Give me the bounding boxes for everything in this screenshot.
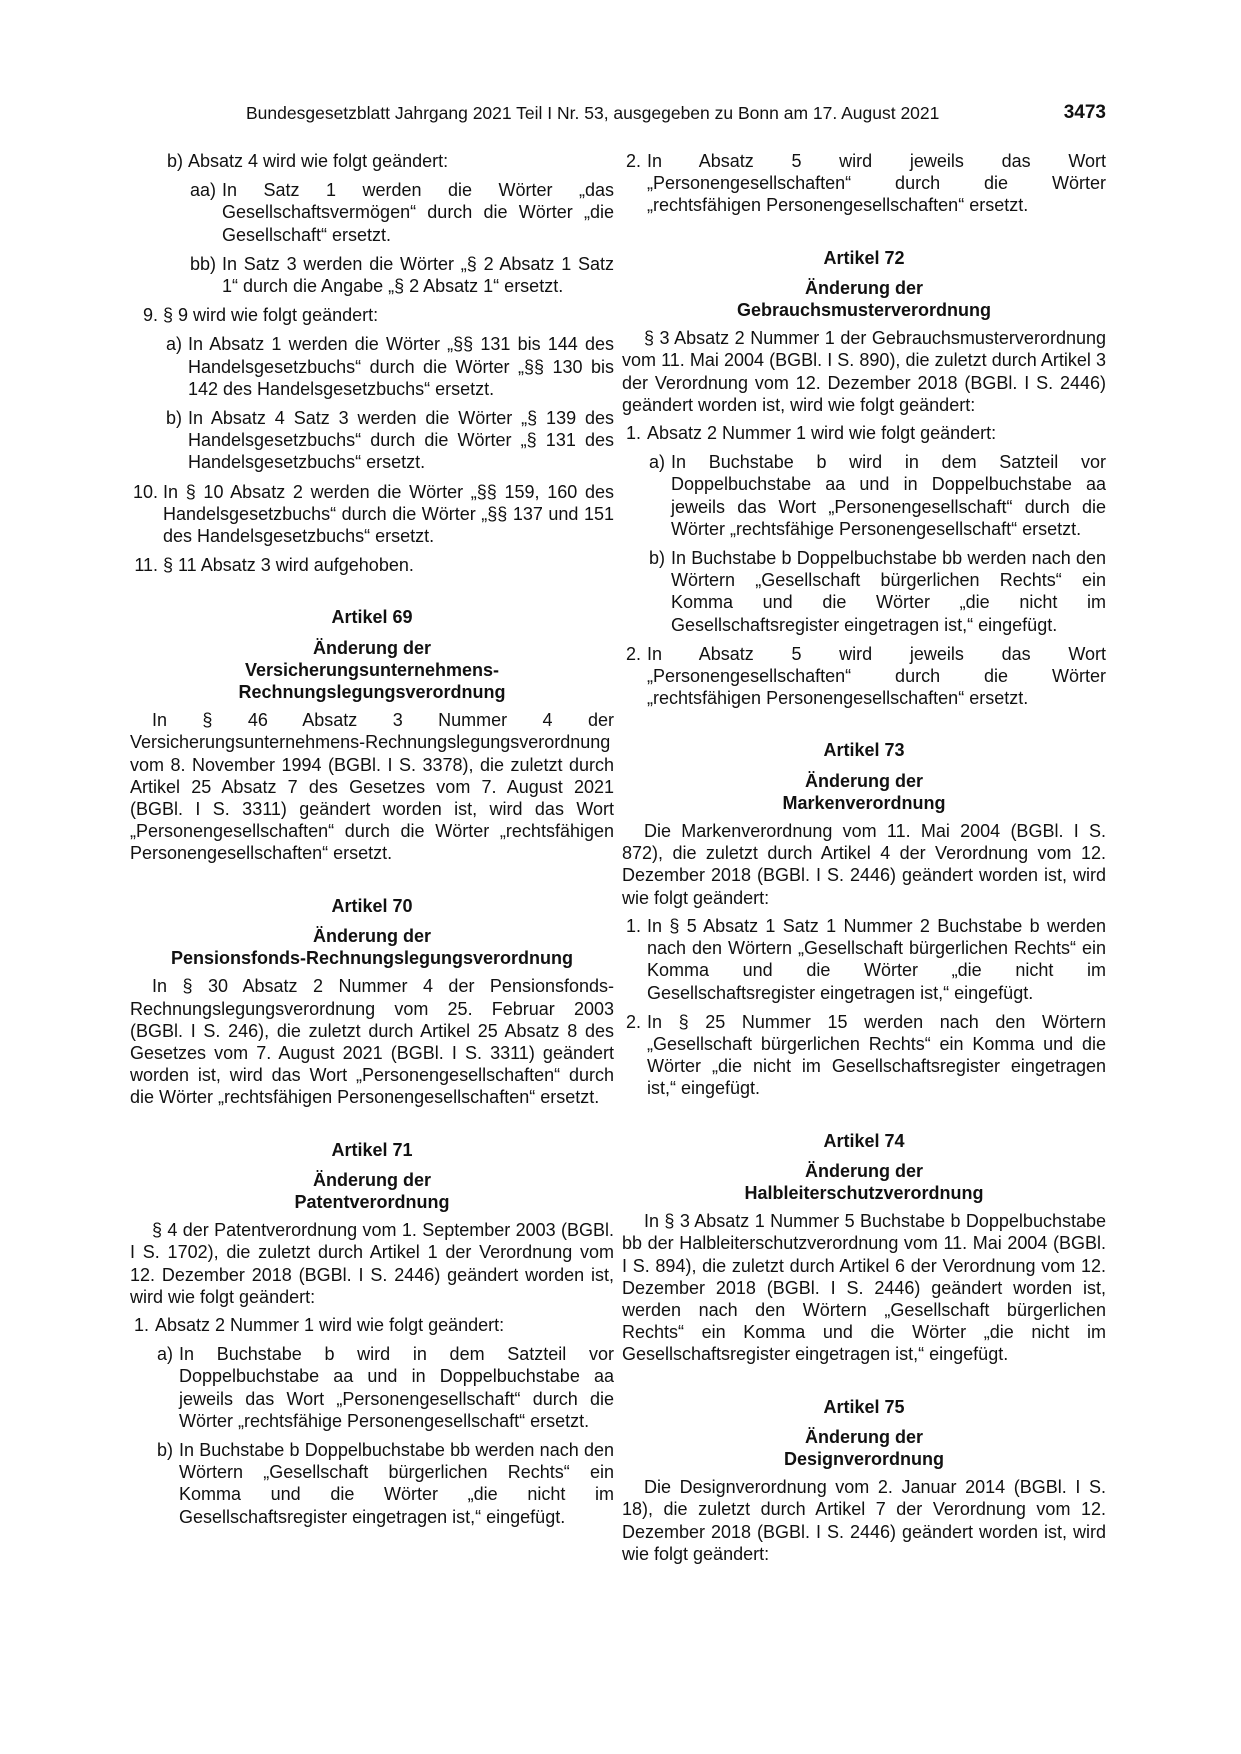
list-item xyxy=(130,253,614,297)
subtitle-line: Versicherungsunternehmens- xyxy=(244,659,500,680)
article-subtitle xyxy=(622,277,1106,321)
article-body: § 4 der Patentverordnung vom 1. September 2003 (BGBl. I S. 1702), die zuletzt durch Artikel 1 der Verordnung vom 12. Dezember 2018 (BGBl. I S. 2446) geändert worden ist, wird wie folgt geändert: xyxy=(130,1220,614,1307)
list-marker: 10. xyxy=(132,481,158,502)
list-text: Absatz 2 Nummer 1 wird wie folgt geändert: xyxy=(155,1314,505,1335)
list-item xyxy=(130,1314,614,1336)
subtitle-line: Änderung der xyxy=(804,770,923,791)
article-body: § 3 Absatz 2 Nummer 1 der Gebrauchsmusterverordnung vom 11. Mai 2004 (BGBl. I S. 890), die zuletzt durch Artikel 3 der Verordnung vom 12. Dezember 2018 (BGBl. I S. 2446) geändert worden ist, wird wie folgt geändert: xyxy=(622,328,1106,415)
list-item xyxy=(130,407,614,474)
list-marker: 2. xyxy=(625,643,641,664)
list-item xyxy=(130,481,614,548)
list-marker: b) xyxy=(156,1439,173,1460)
article-body: In § 30 Absatz 2 Nummer 4 der Pensionsfonds-Rechnungslegungsverordnung vom 25. Februar 2003 (BGBl. I S. 246), die zuletzt durch Artikel 25 Absatz 8 des Gesetzes vom 7. August 2021 (BGBl. I S. 3311) geändert worden ist, wird das Wort „Personengesellschaften“ durch die Wörter „rechtsfähigen Personengesellschaften“ ersetzt. xyxy=(130,976,614,1108)
list-marker: a) xyxy=(648,452,665,473)
article-body: Die Markenverordnung vom 11. Mai 2004 (BGBl. I S. 872), die zuletzt durch Artikel 4 der Verordnung vom 12. Dezember 2018 (BGBl. I S. 2446) geändert worden ist, wird wie folgt geändert: xyxy=(622,821,1106,908)
article-body: Die Designverordnung vom 2. Januar 2014 (BGBl. I S. 18), die zuletzt durch Artikel 7 der Verordnung vom 12. Dezember 2018 (BGBl. I S. 2446) geändert worden ist, wird wie folgt geändert: xyxy=(622,1477,1106,1564)
list-text: In Satz 3 werden die Wörter „§ 2 Absatz 1 Satz 1“ durch die Angabe „§ 2 Absatz 1“ ersetzt. xyxy=(222,253,614,297)
article-subtitle xyxy=(130,1169,614,1213)
page-header xyxy=(246,98,1106,128)
header-title: Bundesgesetzblatt Jahrgang 2021 Teil I Nr. 53, ausgegeben zu Bonn am 17. August 2021 xyxy=(246,103,940,123)
list-item xyxy=(130,304,614,326)
article-subtitle xyxy=(130,637,614,704)
list-text: In Buchstabe b Doppelbuchstabe bb werden nach den Wörtern „Gesellschaft bürgerlichen Rechts“ ein Komma und die Wörter „die nicht im Gesellschaftsregister eingetragen ist,“ eingefügt. xyxy=(671,548,1106,635)
list-marker: 1. xyxy=(625,915,641,936)
list-text: In Absatz 5 wird jeweils das Wort „Personengesellschaften“ durch die Wörter „rechtsfähigen Personengesellschaften“ ersetzt. xyxy=(647,151,1106,216)
list-marker: 1. xyxy=(625,423,641,444)
article-heading: Artikel 73 xyxy=(823,740,905,761)
list-item xyxy=(130,150,614,172)
article-heading: Artikel 71 xyxy=(331,1139,413,1160)
list-item xyxy=(130,179,614,246)
list-marker: a) xyxy=(165,334,182,355)
subtitle-line: Änderung der xyxy=(804,1160,923,1181)
list-marker: 2. xyxy=(625,151,641,171)
list-item xyxy=(622,422,1106,444)
subtitle-line: Markenverordnung xyxy=(782,792,946,813)
list-text: In § 25 Nummer 15 werden nach den Wörtern „Gesellschaft bürgerlichen Rechts“ ein Komma und die Wörter „die nicht im Gesellschaftsregister eingetragen ist,“ eingefügt. xyxy=(647,1011,1106,1099)
right-column xyxy=(622,150,1106,1571)
article-subtitle xyxy=(622,770,1106,814)
list-text: In § 5 Absatz 1 Satz 1 Nummer 2 Buchstabe b werden nach den Wörtern „Gesellschaft bürgerlichen Rechts“ ein Komma und die Wörter „die nicht im Gesellschaftsregister eingetragen ist,“ eingefügt. xyxy=(647,915,1106,1003)
list-marker: 11. xyxy=(134,555,158,576)
subtitle-line: Patentverordnung xyxy=(294,1191,450,1212)
list-item xyxy=(622,547,1106,636)
subtitle-line: Änderung der xyxy=(312,925,431,946)
list-text: In Satz 1 werden die Wörter „das Gesellschaftsvermögen“ durch die Wörter „die Gesellschaft“ ersetzt. xyxy=(222,180,614,245)
article-body: In § 3 Absatz 1 Nummer 5 Buchstabe b Doppelbuchstabe bb der Halbleiterschutzverordnung vom 11. Mai 2004 (BGBl. I S. 894), die zuletzt durch Artikel 6 der Verordnung vom 12. Dezember 2018 (BGBl. I S. 2446) geändert worden ist, werden nach den Wörtern „Gesellschaft bürgerlichen Rechts“ ein Komma und die Wörter „die nicht im Gesellschaftsregister eingetragen ist,“ eingefügt. xyxy=(622,1211,1106,1365)
list-text: Absatz 4 wird wie folgt geändert: xyxy=(188,151,449,171)
subtitle-line: Pensionsfonds-Rechnungslegungsverordnung xyxy=(170,948,574,969)
article-subtitle xyxy=(622,1426,1106,1470)
list-marker: a) xyxy=(156,1344,173,1365)
list-marker: 9. xyxy=(142,305,158,326)
article-body: In § 46 Absatz 3 Nummer 4 der Versicherungsunternehmens-Rechnungslegungsverordnung vom 8. November 1994 (BGBl. I S. 3378), die zuletzt durch Artikel 25 Absatz 7 des Gesetzes vom 7. August 2021 (BGBl. I S. 3311) geändert worden ist, wird das Wort „Personengesellschaften“ durch die Wörter „rechtsfähigen Personengesellschaften“ ersetzt. xyxy=(130,710,614,864)
article-heading: Artikel 70 xyxy=(331,895,413,916)
list-text: § 11 Absatz 3 wird aufgehoben. xyxy=(163,555,414,576)
subtitle-line: Änderung der xyxy=(804,1426,923,1447)
list-item xyxy=(130,1439,614,1528)
list-text: In Buchstabe b Doppelbuchstabe bb werden nach den Wörtern „Gesellschaft bürgerlichen Rechts“ ein Komma und die Wörter „die nicht im Gesellschaftsregister eingetragen ist,“ eingefügt. xyxy=(179,1439,614,1527)
list-item xyxy=(622,915,1106,1004)
left-column xyxy=(130,150,614,1535)
article-heading: Artikel 74 xyxy=(823,1130,905,1151)
subtitle-line: Gebrauchsmusterverordnung xyxy=(736,300,992,321)
list-text: In Absatz 4 Satz 3 werden die Wörter „§ 139 des Handelsgesetzbuchs“ durch die Wörter „§ 131 des Handelsgesetzbuchs“ ersetzt. xyxy=(188,408,614,473)
subtitle-line: Designverordnung xyxy=(783,1448,944,1469)
list-item xyxy=(130,554,614,576)
list-marker: b) xyxy=(648,548,665,569)
article-heading: Artikel 75 xyxy=(823,1396,905,1417)
list-item xyxy=(622,150,1106,217)
list-marker: b) xyxy=(165,408,182,429)
list-text: In § 10 Absatz 2 werden die Wörter „§§ 159, 160 des Handelsgesetzbuchs“ durch die Wörter „§§ 137 und 151 des Handelsgesetzbuchs“ ersetzt. xyxy=(163,481,614,547)
list-marker: b) xyxy=(166,151,183,171)
list-text: In Buchstabe b wird in dem Satzteil vor Doppelbuchstabe aa und in Doppelbuchstabe aa jeweils das Wort „Personengesellschaft“ durch die Wörter „rechtsfähige Personengesellschaft“ ersetzt. xyxy=(179,1344,614,1431)
list-item xyxy=(130,333,614,400)
page-number: 3473 xyxy=(1063,102,1106,123)
list-text: In Buchstabe b wird in dem Satzteil vor Doppelbuchstabe aa und in Doppelbuchstabe aa jeweils das Wort „Personengesellschaft“ durch die Wörter „rechtsfähige Personengesellschaft“ ersetzt. xyxy=(671,452,1106,539)
subtitle-line: Änderung der xyxy=(312,1169,431,1190)
list-text: § 9 wird wie folgt geändert: xyxy=(163,305,379,326)
subtitle-line: Halbleiterschutzverordnung xyxy=(744,1182,984,1203)
list-marker: 2. xyxy=(625,1011,641,1032)
article-heading: Artikel 69 xyxy=(331,607,413,628)
list-item xyxy=(622,643,1106,710)
subtitle-line: Rechnungslegungsverordnung xyxy=(238,682,506,703)
list-item xyxy=(130,1343,614,1432)
subtitle-line: Änderung der xyxy=(312,637,431,658)
list-text: In Absatz 1 werden die Wörter „§§ 131 bis 144 des Handelsgesetzbuchs“ durch die Wörter „§§ 130 bis 142 des Handelsgesetzbuchs“ ersetzt. xyxy=(188,334,614,399)
subtitle-line: Änderung der xyxy=(804,277,923,298)
list-marker: 1. xyxy=(133,1314,149,1335)
article-subtitle xyxy=(622,1160,1106,1204)
list-marker: aa) xyxy=(189,180,216,201)
list-text: Absatz 2 Nummer 1 wird wie folgt geändert: xyxy=(647,423,997,444)
list-text: In Absatz 5 wird jeweils das Wort „Personengesellschaften“ durch die Wörter „rechtsfähigen Personengesellschaften“ ersetzt. xyxy=(647,643,1106,709)
list-item xyxy=(622,451,1106,540)
article-subtitle xyxy=(130,925,614,969)
list-item xyxy=(622,1011,1106,1100)
article-heading: Artikel 72 xyxy=(823,247,905,268)
list-marker: bb) xyxy=(189,253,216,274)
